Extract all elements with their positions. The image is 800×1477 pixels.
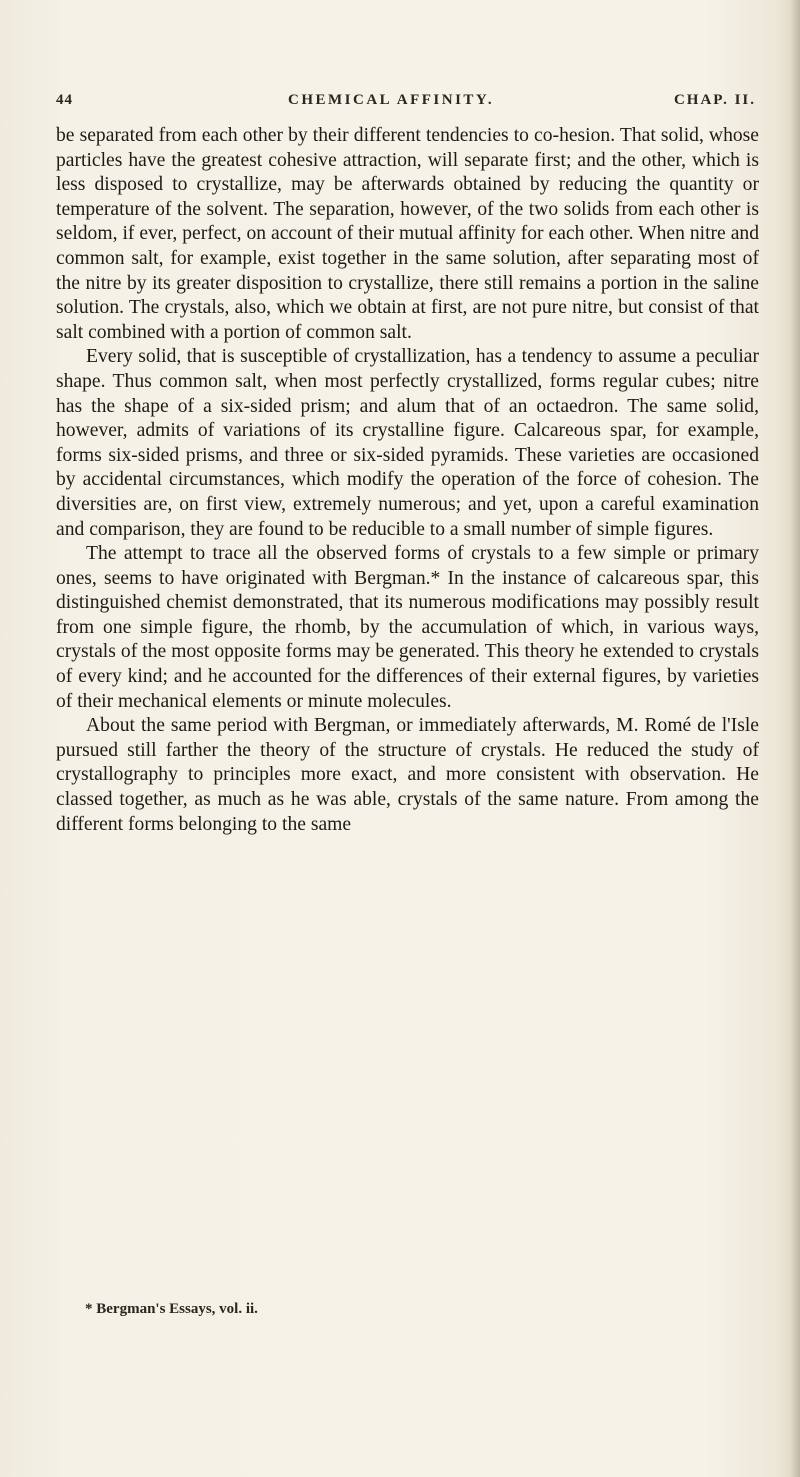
paragraph: The attempt to trace all the observed forms of crystals to a few simple or primary ones, seems to have originated with Bergman.* In the instance of calcareous spar, this distinguished chemist demonstrated, that its numerous modifications may possibly result from one simple figure, the rhomb, by the accumulation of which, in various ways, crystals of the most opposite forms may be generated. This theory he extended to crystals of every kind; and he accounted for the differences of their external figures, by varieties of their mechanical elements or minute molecules. (56, 543, 759, 712)
body-text (56, 124, 759, 837)
footnote: * Bergman's Essays, vol. ii. (85, 1301, 258, 1317)
page-edge-shadow (790, 0, 800, 1477)
paragraph: be separated from each other by their different tendencies to co-hesion. That solid, whose particles have the greatest cohesive attraction, will separate first; and the other, which is less disposed to crystallize, may be afterwards obtained by reducing the quantity or temperature of the solvent. The separation, however, of the two solids from each other is seldom, if ever, perfect, on account of their mutual affinity for each other. When nitre and common salt, for example, exist together in the same solution, after separating most of the nitre by its greater disposition to crystallize, there still remains a portion in the saline solution. The crystals, also, which we obtain at first, are not pure nitre, but consist of that salt combined with a portion of common salt. (56, 125, 759, 343)
running-header (56, 92, 756, 116)
running-title: CHEMICAL AFFINITY. (288, 92, 495, 108)
paragraph: About the same period with Bergman, or immediately afterwards, M. Romé de l'Isle pursued still farther the theory of the structure of crystals. He reduced the study of crystallography to principles more exact, and more consistent with observation. He classed together, as much as he was able, crystals of the same nature. From among the different forms belonging to the same (56, 715, 759, 835)
paragraph: Every solid, that is susceptible of crystallization, has a tendency to assume a peculiar shape. Thus common salt, when most perfectly crystallized, forms regular cubes; nitre has the shape of a six-sided prism; and alum that of an octaedron. The same solid, however, admits of variations of its crystalline figure. Calcareous spar, for example, forms six-sided prisms, and three or six-sided pyramids. These varieties are occasioned by accidental circumstances, which modify the operation of the force of cohesion. The diversities are, on first view, extremely numerous; and yet, upon a careful examination and comparison, they are found to be reducible to a small number of simple figures. (56, 346, 759, 540)
page-number: 44 (56, 92, 73, 108)
chapter-label: CHAP. II. (673, 92, 756, 108)
